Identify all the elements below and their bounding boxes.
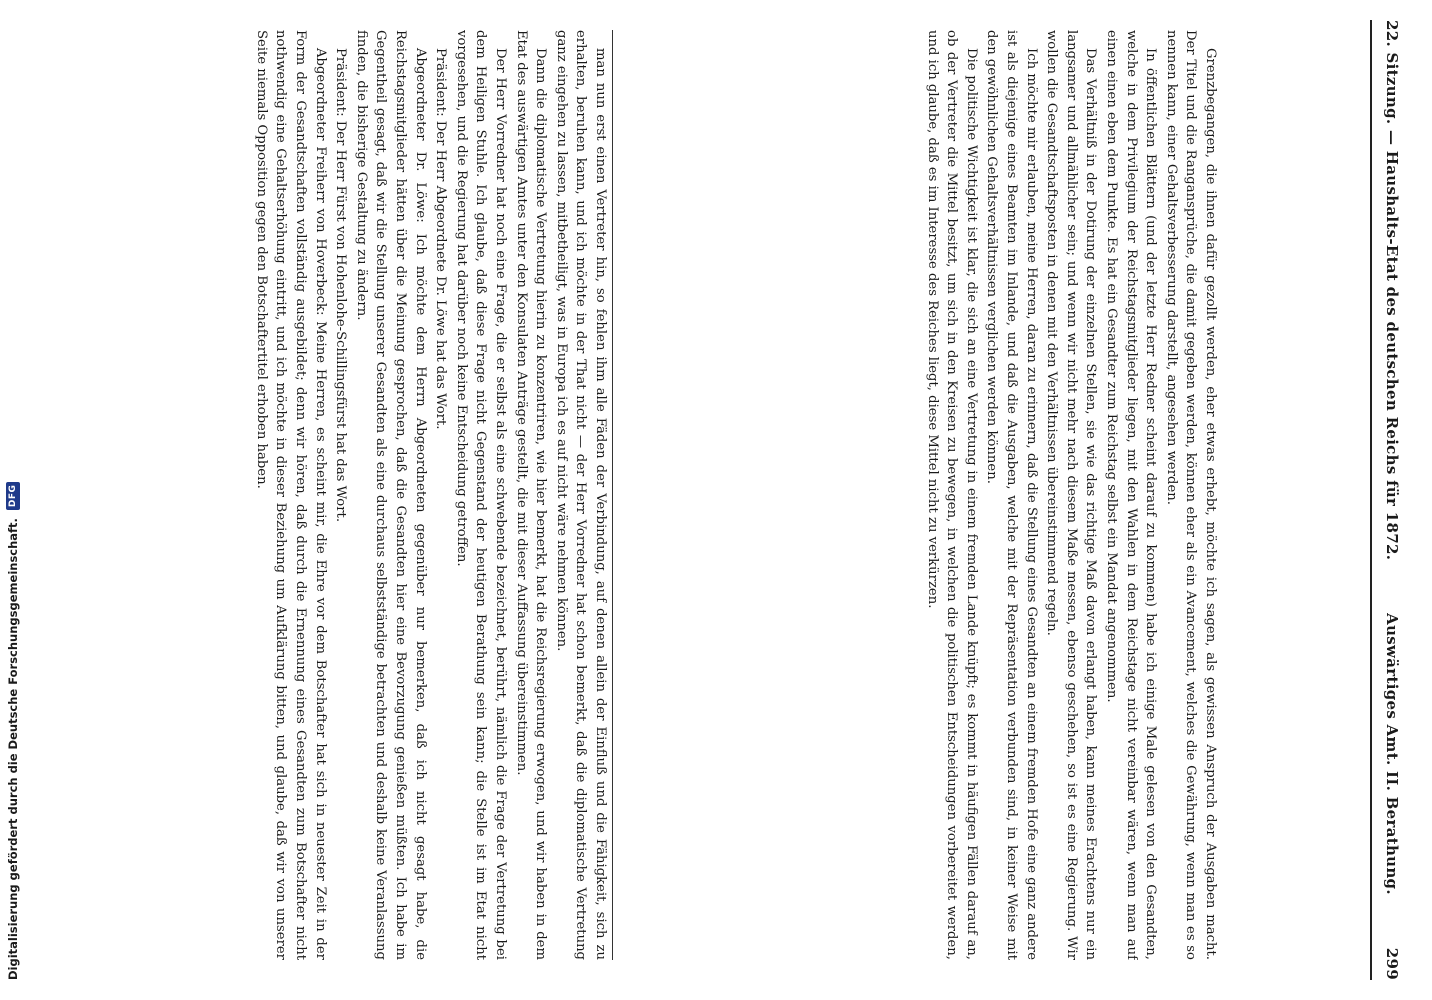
paragraph: man nun erst einen Vertreter hin, so fehlen ihm alle Fäden der Verbindung, auf denen allein der Einfluß und die Fähigkeit, sich zu erhalten, beruhen kann, und ich möchte in der That nicht — der Herr Vorredner hat schon bemerkt, daß die diplomatische Vertretung ganz eingehen zu lassen, mitbetheiligt, was in Europa ich es auf nicht wäre nehmen können. xyxy=(553,30,608,960)
paragraph: Der Herr Vorredner hat noch eine Frage, die er selbst als eine schwebende bezeichnet, berührt, nämlich die Frage der Vertretung bei dem Heiligen Stuhle. Ich glaube, daß diese Frage nicht Gegenstand der heutigen Berathung sein kann; die Stelle ist im Etat nicht vorgesehen, und die Regierung hat darüber noch keine Entscheidung getroffen. xyxy=(453,30,509,960)
paragraph: Abgeordneter Freiherr von Hoverbeck: Meine Herren, es scheint mir, die Ehre vor dem Botschafter hat sich in neuester Zeit in der Form der Gesandtschaften vollständig ausgebildet; denn wir hören, daß durch die Ernennung eines Gesandten zum Botschafter nicht nothwendig eine Gehaltserhöhung eintritt, und ich möchte in dieser Beziehung um Aufklärung bitten, und glaube, daß wir von unserer Seite niemals Opposition gegen den Botschaftertitel erhoben haben. xyxy=(253,30,328,960)
dfg-logo-icon: DFG xyxy=(6,482,20,511)
column-divider xyxy=(612,30,613,960)
paragraph: Die politische Wichtigkeit ist klar, die sich an eine Vertretung in einem fremden Lande knüpft; es kommt in häufigen Fällen darauf an, ob der Vertreter die Mittel besitzt, um sich in den Kreisen zu bewegen, in welchen die politischen Entscheidungen vorbereitet werden, und ich glaube, daß es im Interesse des Reiches liegt, diese Mittel nicht zu verkürzen. xyxy=(924,30,979,960)
running-header xyxy=(1380,20,1404,980)
paragraph: Präsident: Der Herr Fürst von Hohenlohe-Schillingsfürst hat das Wort. xyxy=(333,48,349,523)
paragraph: Grenzbegangen, die ihnen dafür gezollt werden, eher etwas erhebt, möchte ich sagen, als gewissen Anspruch der Ausgaben macht. Der Titel und die Rangansprüche, die damit gegeben werden, können eher als ein Avancement, welches die Gewährung, wenn man es so nennen kann, einer Gehaltsverbesserung darstellt, angesehen werden. xyxy=(1163,30,1218,960)
header-left: 22. Sitzung. — Haushalts-Etat des deutschen Reichs für 1872. xyxy=(1383,20,1401,561)
paragraph: Ich möchte mir erlauben, meine Herren, daran zu erinnern, daß die Stellung eines Gesandten an einem fremden Hofe eine ganz andere ist als diejenige eines Beamten im Inlande, und daß die Ausgaben, welche mit der Repräsentation verbunden sind, in keiner Weise mit den gewöhnlichen Gehaltsverhältnissen verglichen werden können. xyxy=(984,30,1039,960)
column-left xyxy=(620,30,1220,960)
paragraph: In öffentlichen Blättern (und der letzte Herr Redner scheint darauf zu kommen) habe ich einige Male gelesen von den Gesandten, welche in dem Privilegium der Reichstagsmitglieder liegen, mit den Wahlen in dem Reichstage nicht vereinbar wären, wenn man auf einen einen eben dem Punkte. Es hat ein Gesandter zum Reichstag selbst ein Mandat angenommen. xyxy=(1104,30,1159,960)
credit-text: Digitalisierung gefördert durch die Deutsche Forschungsgemeinschaft. xyxy=(6,518,20,980)
column-right xyxy=(10,30,610,960)
paragraph: Das Verhältniß in der Dotirung der einzelnen Stellen, sie wie das richtige Maß davon erlangt haben, kann meines Erachtens nur ein langsamer und allmählicher sein; und wenn wir nicht mehr nach diesem Maße messen, ebenso geschehen, so ist es eine Regierung. Wir wollen die Gesandtschaftsposten in denen mit den Verhältnissen übereinstimmend regeln. xyxy=(1044,30,1099,960)
paragraph: Präsident: Der Herr Abgeordnete Dr. Löwe hat das Wort. xyxy=(433,48,449,430)
digitization-credit xyxy=(0,20,26,980)
paragraph: Abgeordneter Dr. Löwe: Ich möchte dem Herrn Abgeordneten gegenüber nur bemerken, daß ich nicht gesagt habe, die Reichstagsmitglieder hätten über die Meinung gesprochen, daß die Gesandten hier eine Bevorzugung genießen müßten. Ich habe im Gegentheil gesagt, daß wir die Stellung unserer Gesandten als eine durchaus selbstständige betrachten und deshalb keine Veranlassung finden, die bisherige Gestaltung zu ändern. xyxy=(353,30,428,960)
page-number: 299 xyxy=(1383,947,1401,980)
header-rule xyxy=(1370,20,1372,980)
header-right: Auswärtiges Amt. II. Berathung. xyxy=(1383,613,1401,895)
paragraph: Dann die diplomatische Vertretung hierin zu konzentriren, wie hier bemerkt, hat die Reichsregierung erwogen, und wir haben in dem Etat des auswärtigen Amtes unter den Konsulaten Anträge gestellt, die mit dieser Auffassung übereinstimmen. xyxy=(513,30,549,960)
